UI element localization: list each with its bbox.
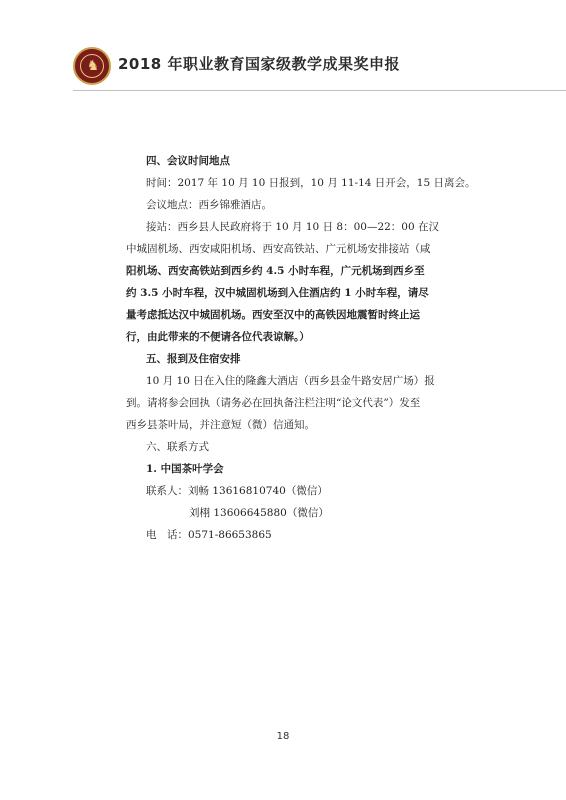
section-heading-contact: 六、联系方式 <box>146 441 209 453</box>
society-seal-logo <box>73 47 111 85</box>
header-title: 2018 年职业教育国家级教学成果奖申报 <box>118 55 400 73</box>
contact-org: 1. 中国茶叶学会 <box>146 463 224 475</box>
registration-line: 西乡县茶叶局，并注意短（微）信通知。 <box>126 419 315 431</box>
pickup-line: 阳机场、西安高铁站到西乡约 4.5 小时车程，广元机场到西乡至 <box>126 265 425 277</box>
page-number: 18 <box>276 731 290 742</box>
registration-line: 到。请将参会回执（请务必在回执备注栏注明“论文代表”）发至 <box>126 397 421 409</box>
pickup-line: 接站：西乡县人民政府将于 10 月 10 日 8：00—22：00 在汉 <box>146 221 440 233</box>
pickup-line: 中城固机场、西安咸阳机场、西安高铁站、广元机场安排接站（咸 <box>126 243 431 255</box>
header-divider <box>73 90 566 91</box>
registration-line: 10 月 10 日在入住的隆鑫大酒店（西乡县金牛路安居广场）报 <box>146 375 435 387</box>
horse-icon: ♞ <box>86 58 100 74</box>
section-heading-meeting: 四、会议时间地点 <box>146 155 230 167</box>
document-body <box>126 150 476 546</box>
contact-person-1: 联系人：刘畅 13616810740（微信） <box>146 485 328 497</box>
meeting-venue: 会议地点：西乡锦雅酒店。 <box>146 199 272 211</box>
pickup-line: 量考虑抵达汉中城固机场。西安至汉中的高铁因地震暂时终止运 <box>126 309 420 321</box>
pickup-line: 行，由此带来的不便请各位代表谅解。） <box>126 331 310 343</box>
contact-person-2: 刘栩 13606645880（微信） <box>189 507 329 519</box>
pickup-line: 约 3.5 小时车程，汉中城固机场到入住酒店约 1 小时车程，请尽 <box>126 287 429 299</box>
section-heading-registration: 五、报到及住宿安排 <box>146 353 241 365</box>
meeting-time: 时间：2017 年 10 月 10 日报到，10 月 11-14 日开会，15 日离会。 <box>146 177 476 189</box>
contact-phone: 电 话：0571-86653865 <box>146 529 272 541</box>
page-header <box>0 40 566 90</box>
